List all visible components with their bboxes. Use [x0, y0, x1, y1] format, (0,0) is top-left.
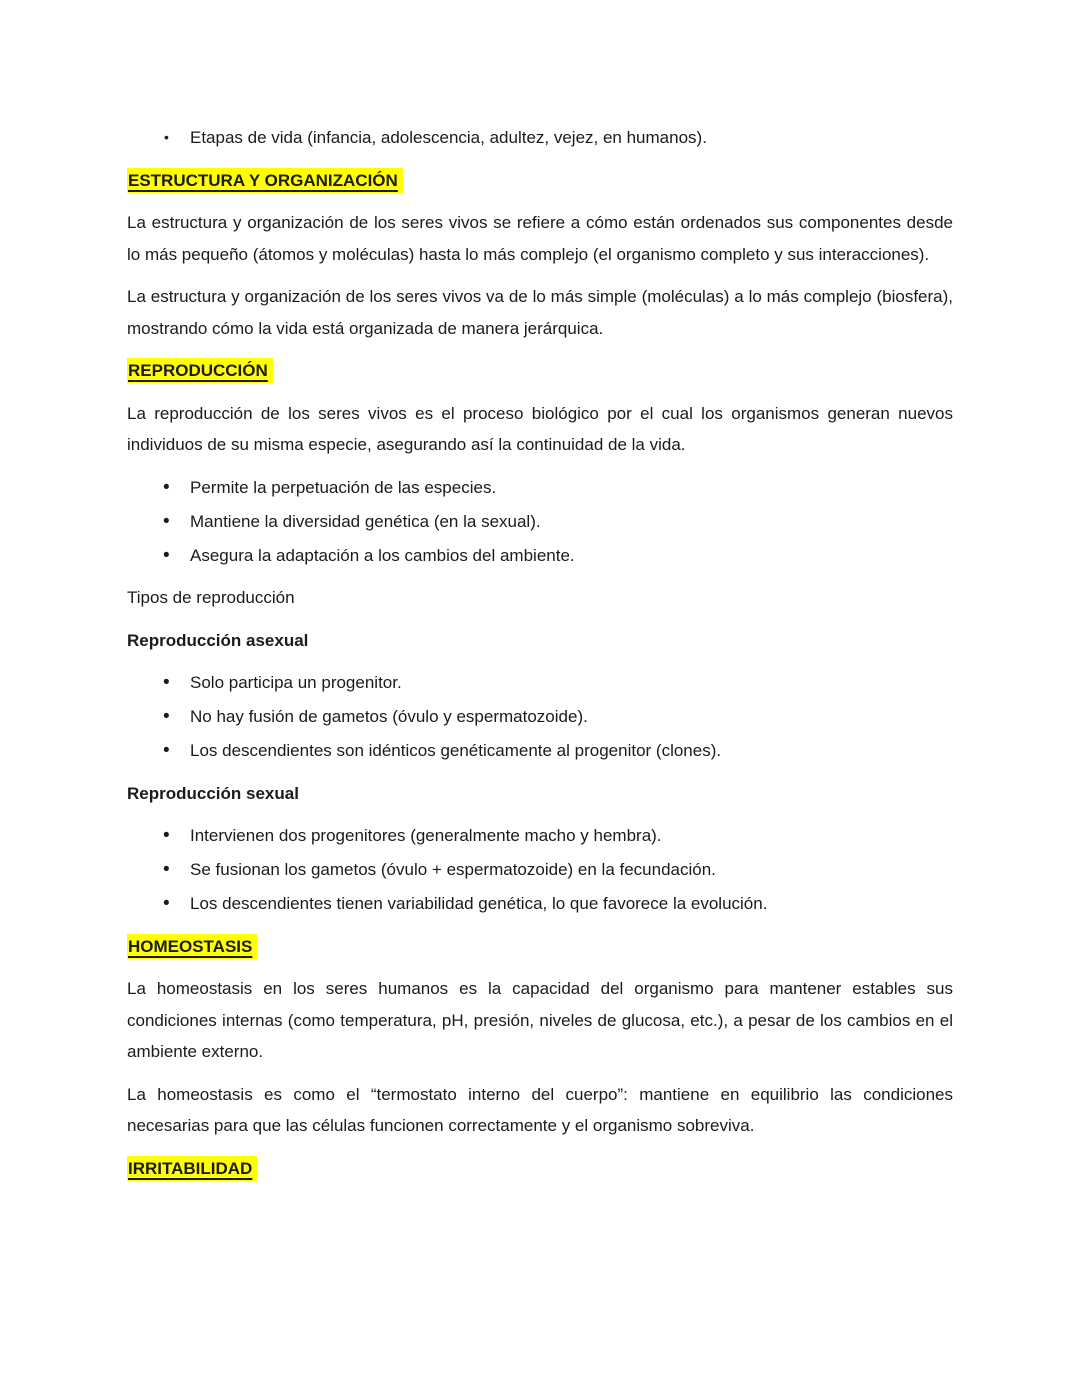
- subheading-reproduccion-sexual: Reproducción sexual: [127, 783, 299, 803]
- list-item: • Los descendientes son idénticos genéticamente al progenitor (clones).: [190, 735, 953, 767]
- reproduccion-asexual-list: [127, 667, 953, 767]
- list-item: • Etapas de vida (infancia, adolescencia, adultez, vejez, en humanos).: [190, 122, 953, 154]
- list-item: • Intervienen dos progenitores (generalmente macho y hembra).: [190, 820, 953, 852]
- list-item: • Permite la perpetuación de las especies.: [190, 472, 953, 504]
- highlighted-heading-text: IRRITABILIDAD: [127, 1156, 257, 1181]
- reproduccion-benefits-list: [127, 472, 953, 572]
- tipos-de-reproduccion-label: Tipos de reproducción: [127, 588, 295, 607]
- section-heading-homeostasis: [127, 931, 953, 963]
- section-heading-estructura: [127, 165, 953, 197]
- list-item: • No hay fusión de gametos (óvulo y espermatozoide).: [190, 701, 953, 733]
- subheading-reproduccion-asexual: Reproducción asexual: [127, 630, 309, 650]
- highlighted-heading-text: ESTRUCTURA Y ORGANIZACIÓN: [127, 168, 403, 193]
- paragraph-estructura-2: La estructura y organización de los seres vivos va de lo más simple (moléculas) a lo más complejo (biosfera), mostrando cómo la vida está organizada de manera jerárquica.: [127, 287, 953, 338]
- list-item: • Se fusionan los gametos (óvulo + espermatozoide) en la fecundación.: [190, 854, 953, 886]
- life-stages-list: [127, 122, 953, 154]
- reproduccion-sexual-list: [127, 820, 953, 920]
- list-item: • Solo participa un progenitor.: [190, 667, 953, 699]
- highlighted-heading-text: HOMEOSTASIS: [127, 934, 257, 959]
- paragraph-estructura-1: La estructura y organización de los seres vivos se refiere a cómo están ordenados sus componentes desde lo más pequeño (átomos y moléculas) hasta lo más complejo (el organismo completo y sus interacciones).: [127, 213, 953, 264]
- section-heading-irritabilidad: [127, 1153, 953, 1185]
- section-heading-reproduccion: [127, 355, 953, 387]
- paragraph-reproduccion: La reproducción de los seres vivos es el proceso biológico por el cual los organismos generan nuevos individuos de su misma especie, asegurando así la continuidad de la vida.: [127, 403, 953, 454]
- list-item: • Asegura la adaptación a los cambios del ambiente.: [190, 540, 953, 572]
- paragraph-homeostasis-2: La homeostasis es como el “termostato interno del cuerpo”: mantiene en equilibrio las condiciones necesarias para que las células funcionen correctamente y el organismo sobreviva.: [127, 1084, 953, 1135]
- highlighted-heading-text: REPRODUCCIÓN: [127, 358, 273, 383]
- list-item: • Mantiene la diversidad genética (en la sexual).: [190, 506, 953, 538]
- paragraph-homeostasis-1: La homeostasis en los seres humanos es la capacidad del organismo para mantener estables sus condiciones internas (como temperatura, pH, presión, niveles de glucosa, etc.), a pesar de los cambios en el ambiente externo.: [127, 979, 953, 1061]
- list-item: • Los descendientes tienen variabilidad genética, lo que favorece la evolución.: [190, 888, 953, 920]
